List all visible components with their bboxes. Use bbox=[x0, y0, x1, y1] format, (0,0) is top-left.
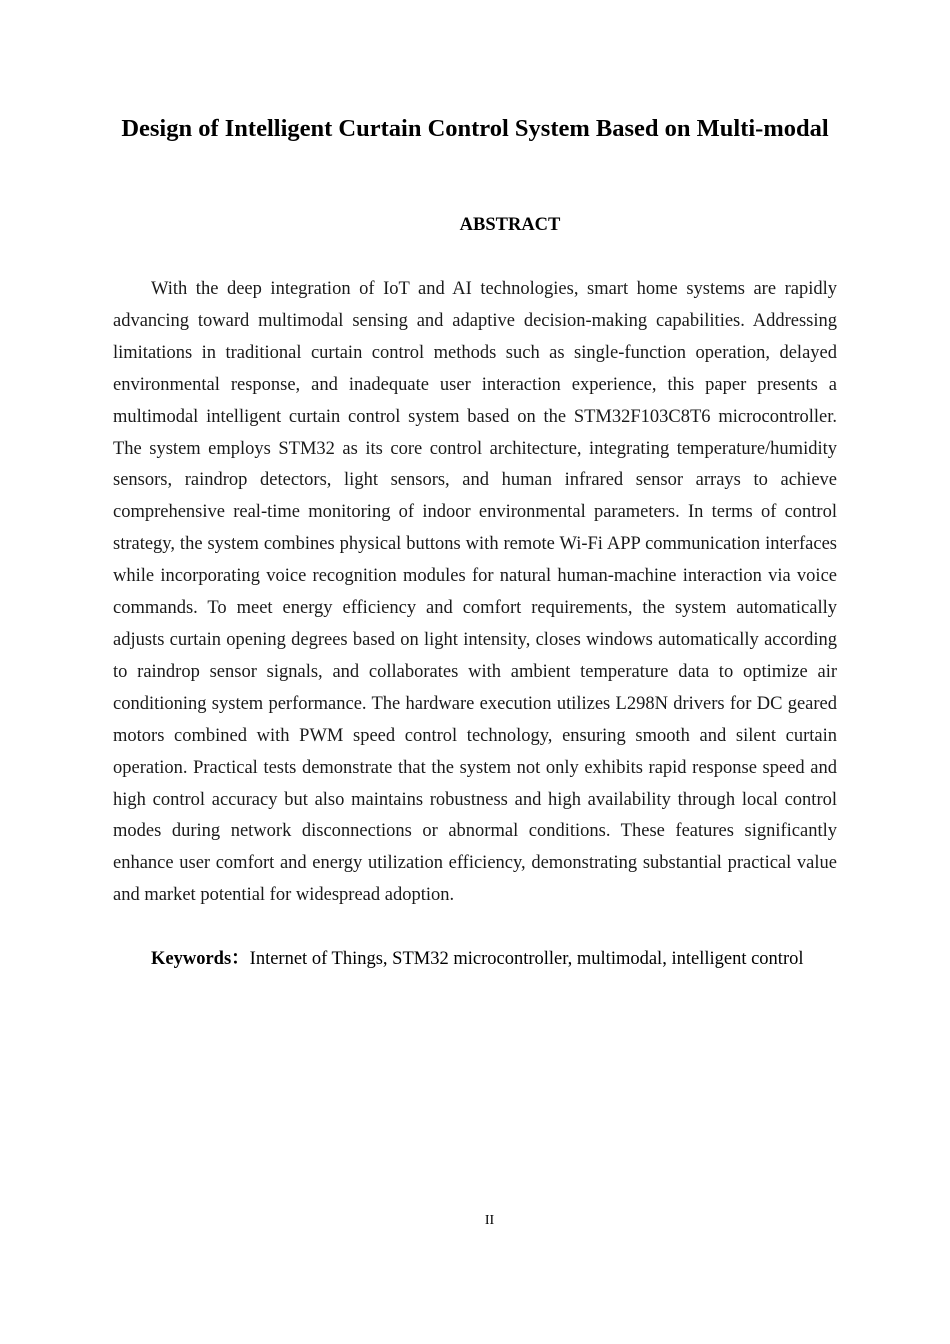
keywords-label: Keywords： bbox=[151, 949, 250, 969]
keywords-line bbox=[151, 945, 851, 973]
abstract-body: With the deep integration of IoT and AI technologies, smart home systems are rapidly advancing toward multimodal sensing and adaptive decision-making capabilities. Addressing limitations in traditional curtain control methods such as single-function operation, delayed environmental response, and inadequate user interaction experience, this paper presents a multimodal intelligent curtain control system based on the STM32F103C8T6 microcontroller. The system employs STM32 as its core control architecture, integrating temperature/humidity sensors, raindrop detectors, light sensors, and human infrared sensor arrays to achieve comprehensive real-time monitoring of indoor environmental parameters. In terms of control strategy, the system combines physical buttons with remote Wi-Fi APP communication interfaces while incorporating voice recognition modules for natural human-machine interaction via voice commands. To meet energy efficiency and comfort requirements, the system automatically adjusts curtain opening degrees based on light intensity, closes windows automatically according to raindrop sensor signals, and collaborates with ambient temperature data to optimize air conditioning system performance. The hardware execution utilizes L298N drivers for DC geared motors combined with PWM speed control technology, ensuring smooth and silent curtain operation. Practical tests demonstrate that the system not only exhibits rapid response speed and high control accuracy but also maintains robustness and high availability through local control modes during network disconnections or abnormal conditions. These features significantly enhance user comfort and energy utilization efficiency, demonstrating substantial practical value and market potential for widespread adoption. bbox=[113, 279, 837, 906]
keywords-text: Internet of Things, STM32 microcontroller, multimodal, intelligent control bbox=[249, 949, 804, 969]
abstract-heading: ABSTRACT bbox=[459, 215, 561, 235]
page-number: II bbox=[484, 1213, 495, 1228]
page-title: Design of Intelligent Curtain Control System Based on Multi-modal bbox=[121, 115, 829, 142]
